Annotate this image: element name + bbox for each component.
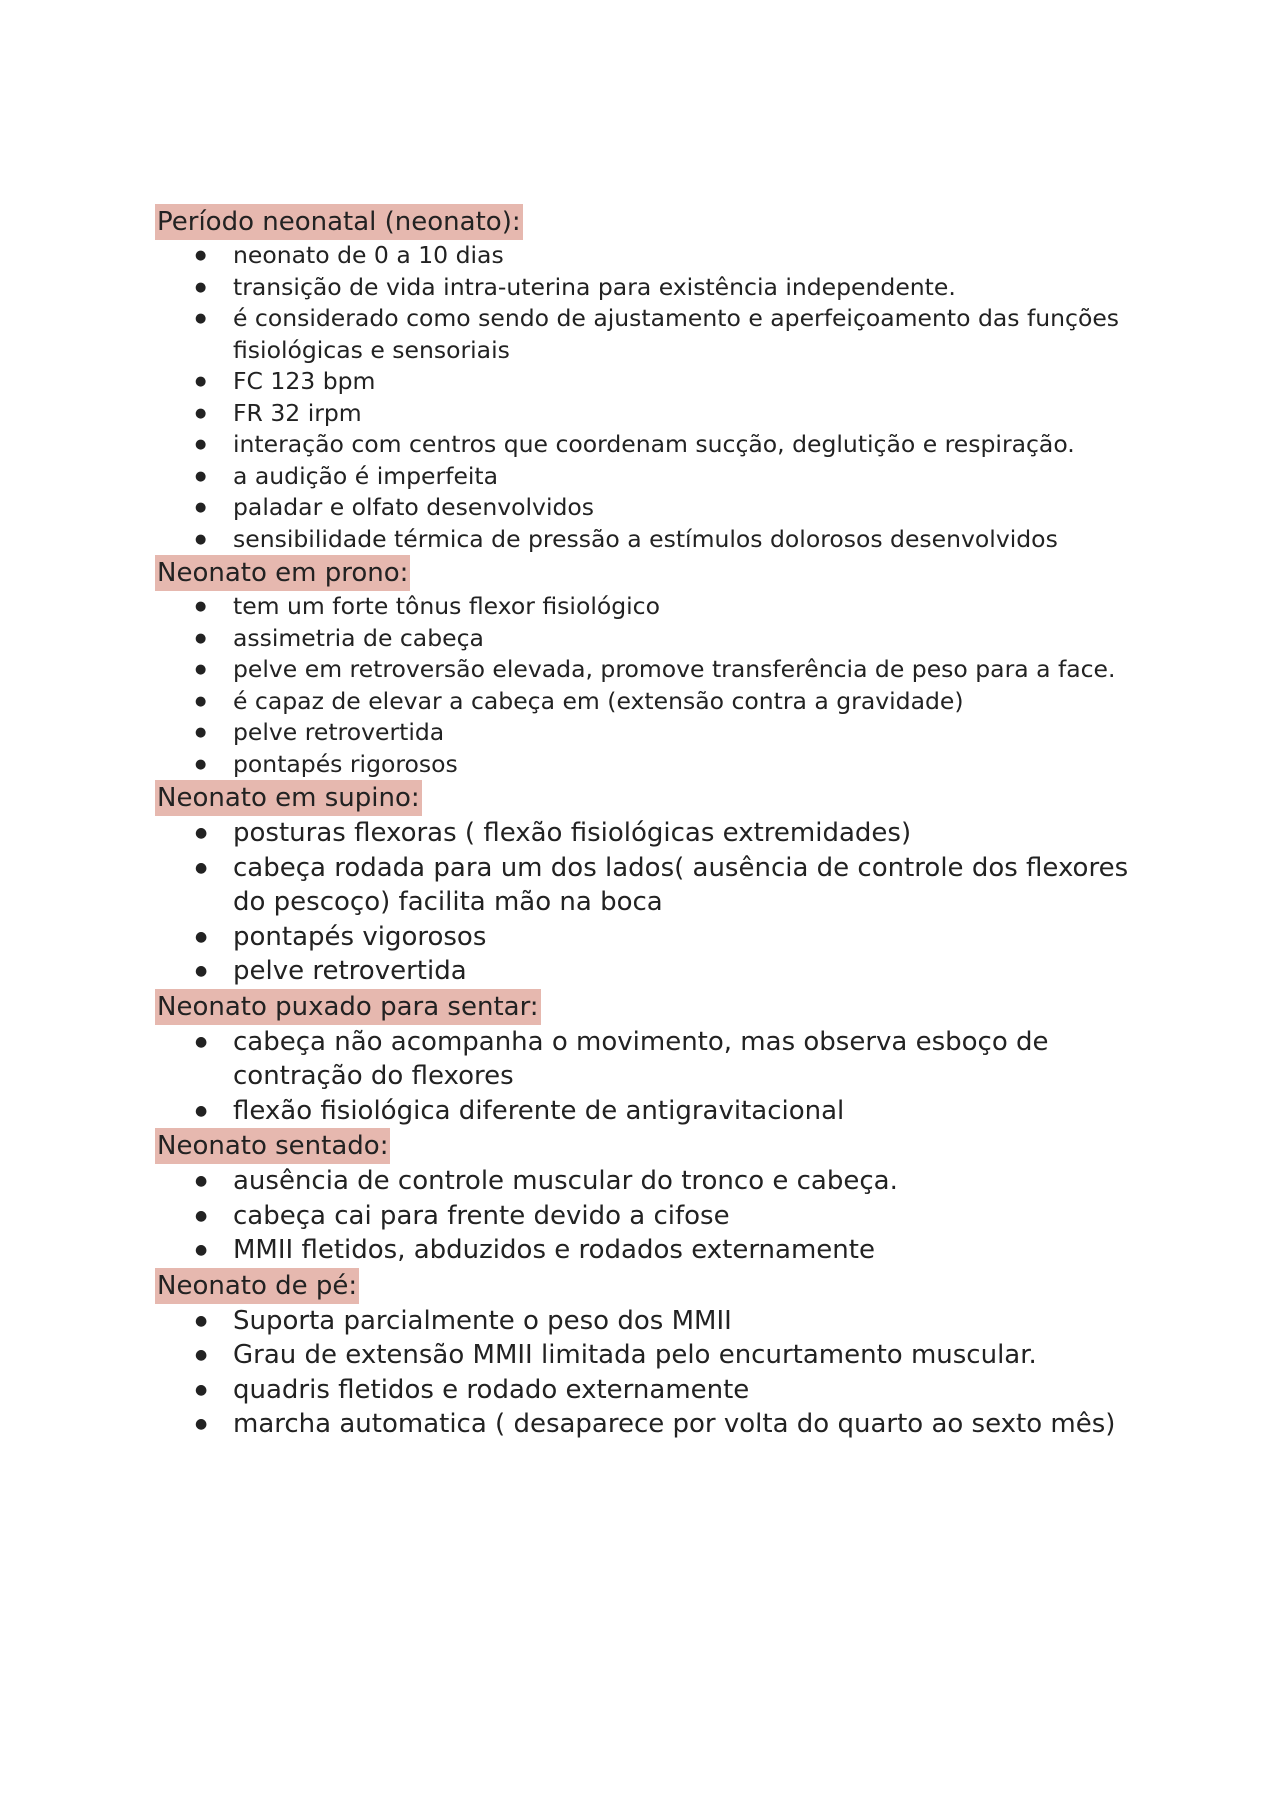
section-neonato-em-supino	[155, 780, 1145, 989]
list-item: ● cabeça cai para frente devido a cifose	[155, 1199, 1145, 1234]
bullet-list	[155, 240, 1145, 555]
section-heading: Neonato de pé:	[155, 1268, 359, 1304]
list-item: ● é capaz de elevar a cabeça em (extensão contra a gravidade)	[155, 686, 1145, 718]
list-item: ● a audição é imperfeita	[155, 461, 1145, 493]
section-neonato-sentado	[155, 1128, 1145, 1268]
bullet-list	[155, 1164, 1145, 1268]
bullet-list	[155, 1304, 1145, 1442]
section-neonato-puxado-para-sentar	[155, 989, 1145, 1129]
list-item: ● cabeça não acompanha o movimento, mas observa esboço de contração do flexores	[155, 1025, 1145, 1094]
list-item: ● MMII fletidos, abduzidos e rodados externamente	[155, 1233, 1145, 1268]
list-item: ● pontapés rigorosos	[155, 749, 1145, 781]
list-item: ● neonato de 0 a 10 dias	[155, 240, 1145, 272]
list-item: ● transição de vida intra-uterina para existência independente.	[155, 272, 1145, 304]
list-item: ● ausência de controle muscular do tronco e cabeça.	[155, 1164, 1145, 1199]
list-item: ● FR 32 irpm	[155, 398, 1145, 430]
list-item: ● FC 123 bpm	[155, 366, 1145, 398]
section-periodo-neonatal	[155, 204, 1145, 555]
list-item: ● sensibilidade térmica de pressão a estímulos dolorosos desenvolvidos	[155, 524, 1145, 556]
section-heading: Neonato em prono:	[155, 555, 410, 591]
section-heading: Período neonatal (neonato):	[155, 204, 523, 240]
list-item: ● interação com centros que coordenam sucção, deglutição e respiração.	[155, 429, 1145, 461]
document-page	[155, 204, 1145, 1442]
list-item: ● é considerado como sendo de ajustamento e aperfeiçoamento das funções fisiológicas e sensoriais	[155, 303, 1145, 366]
bullet-list	[155, 816, 1145, 989]
list-item: ● pelve em retroversão elevada, promove transferência de peso para a face.	[155, 654, 1145, 686]
section-neonato-de-pe	[155, 1268, 1145, 1442]
list-item: ● paladar e olfato desenvolvidos	[155, 492, 1145, 524]
list-item: ● pontapés vigorosos	[155, 920, 1145, 955]
list-item: ● flexão fisiológica diferente de antigravitacional	[155, 1094, 1145, 1129]
section-neonato-em-prono	[155, 555, 1145, 780]
list-item: ● posturas flexoras ( flexão fisiológicas extremidades)	[155, 816, 1145, 851]
list-item: ● cabeça rodada para um dos lados( ausência de controle dos flexores do pescoço) facilita mão na boca	[155, 851, 1145, 920]
list-item: ● Grau de extensão MMII limitada pelo encurtamento muscular.	[155, 1338, 1145, 1373]
list-item: ● marcha automatica ( desaparece por volta do quarto ao sexto mês)	[155, 1407, 1145, 1442]
list-item: ● assimetria de cabeça	[155, 623, 1145, 655]
section-heading: Neonato sentado:	[155, 1128, 390, 1164]
section-heading: Neonato em supino:	[155, 780, 422, 816]
list-item: ● quadris fletidos e rodado externamente	[155, 1373, 1145, 1408]
list-item: ● pelve retrovertida	[155, 717, 1145, 749]
bullet-list	[155, 1025, 1145, 1129]
bullet-list	[155, 591, 1145, 780]
list-item: ● Suporta parcialmente o peso dos MMII	[155, 1304, 1145, 1339]
section-heading: Neonato puxado para sentar:	[155, 989, 541, 1025]
list-item: ● pelve retrovertida	[155, 954, 1145, 989]
list-item: ● tem um forte tônus flexor fisiológico	[155, 591, 1145, 623]
